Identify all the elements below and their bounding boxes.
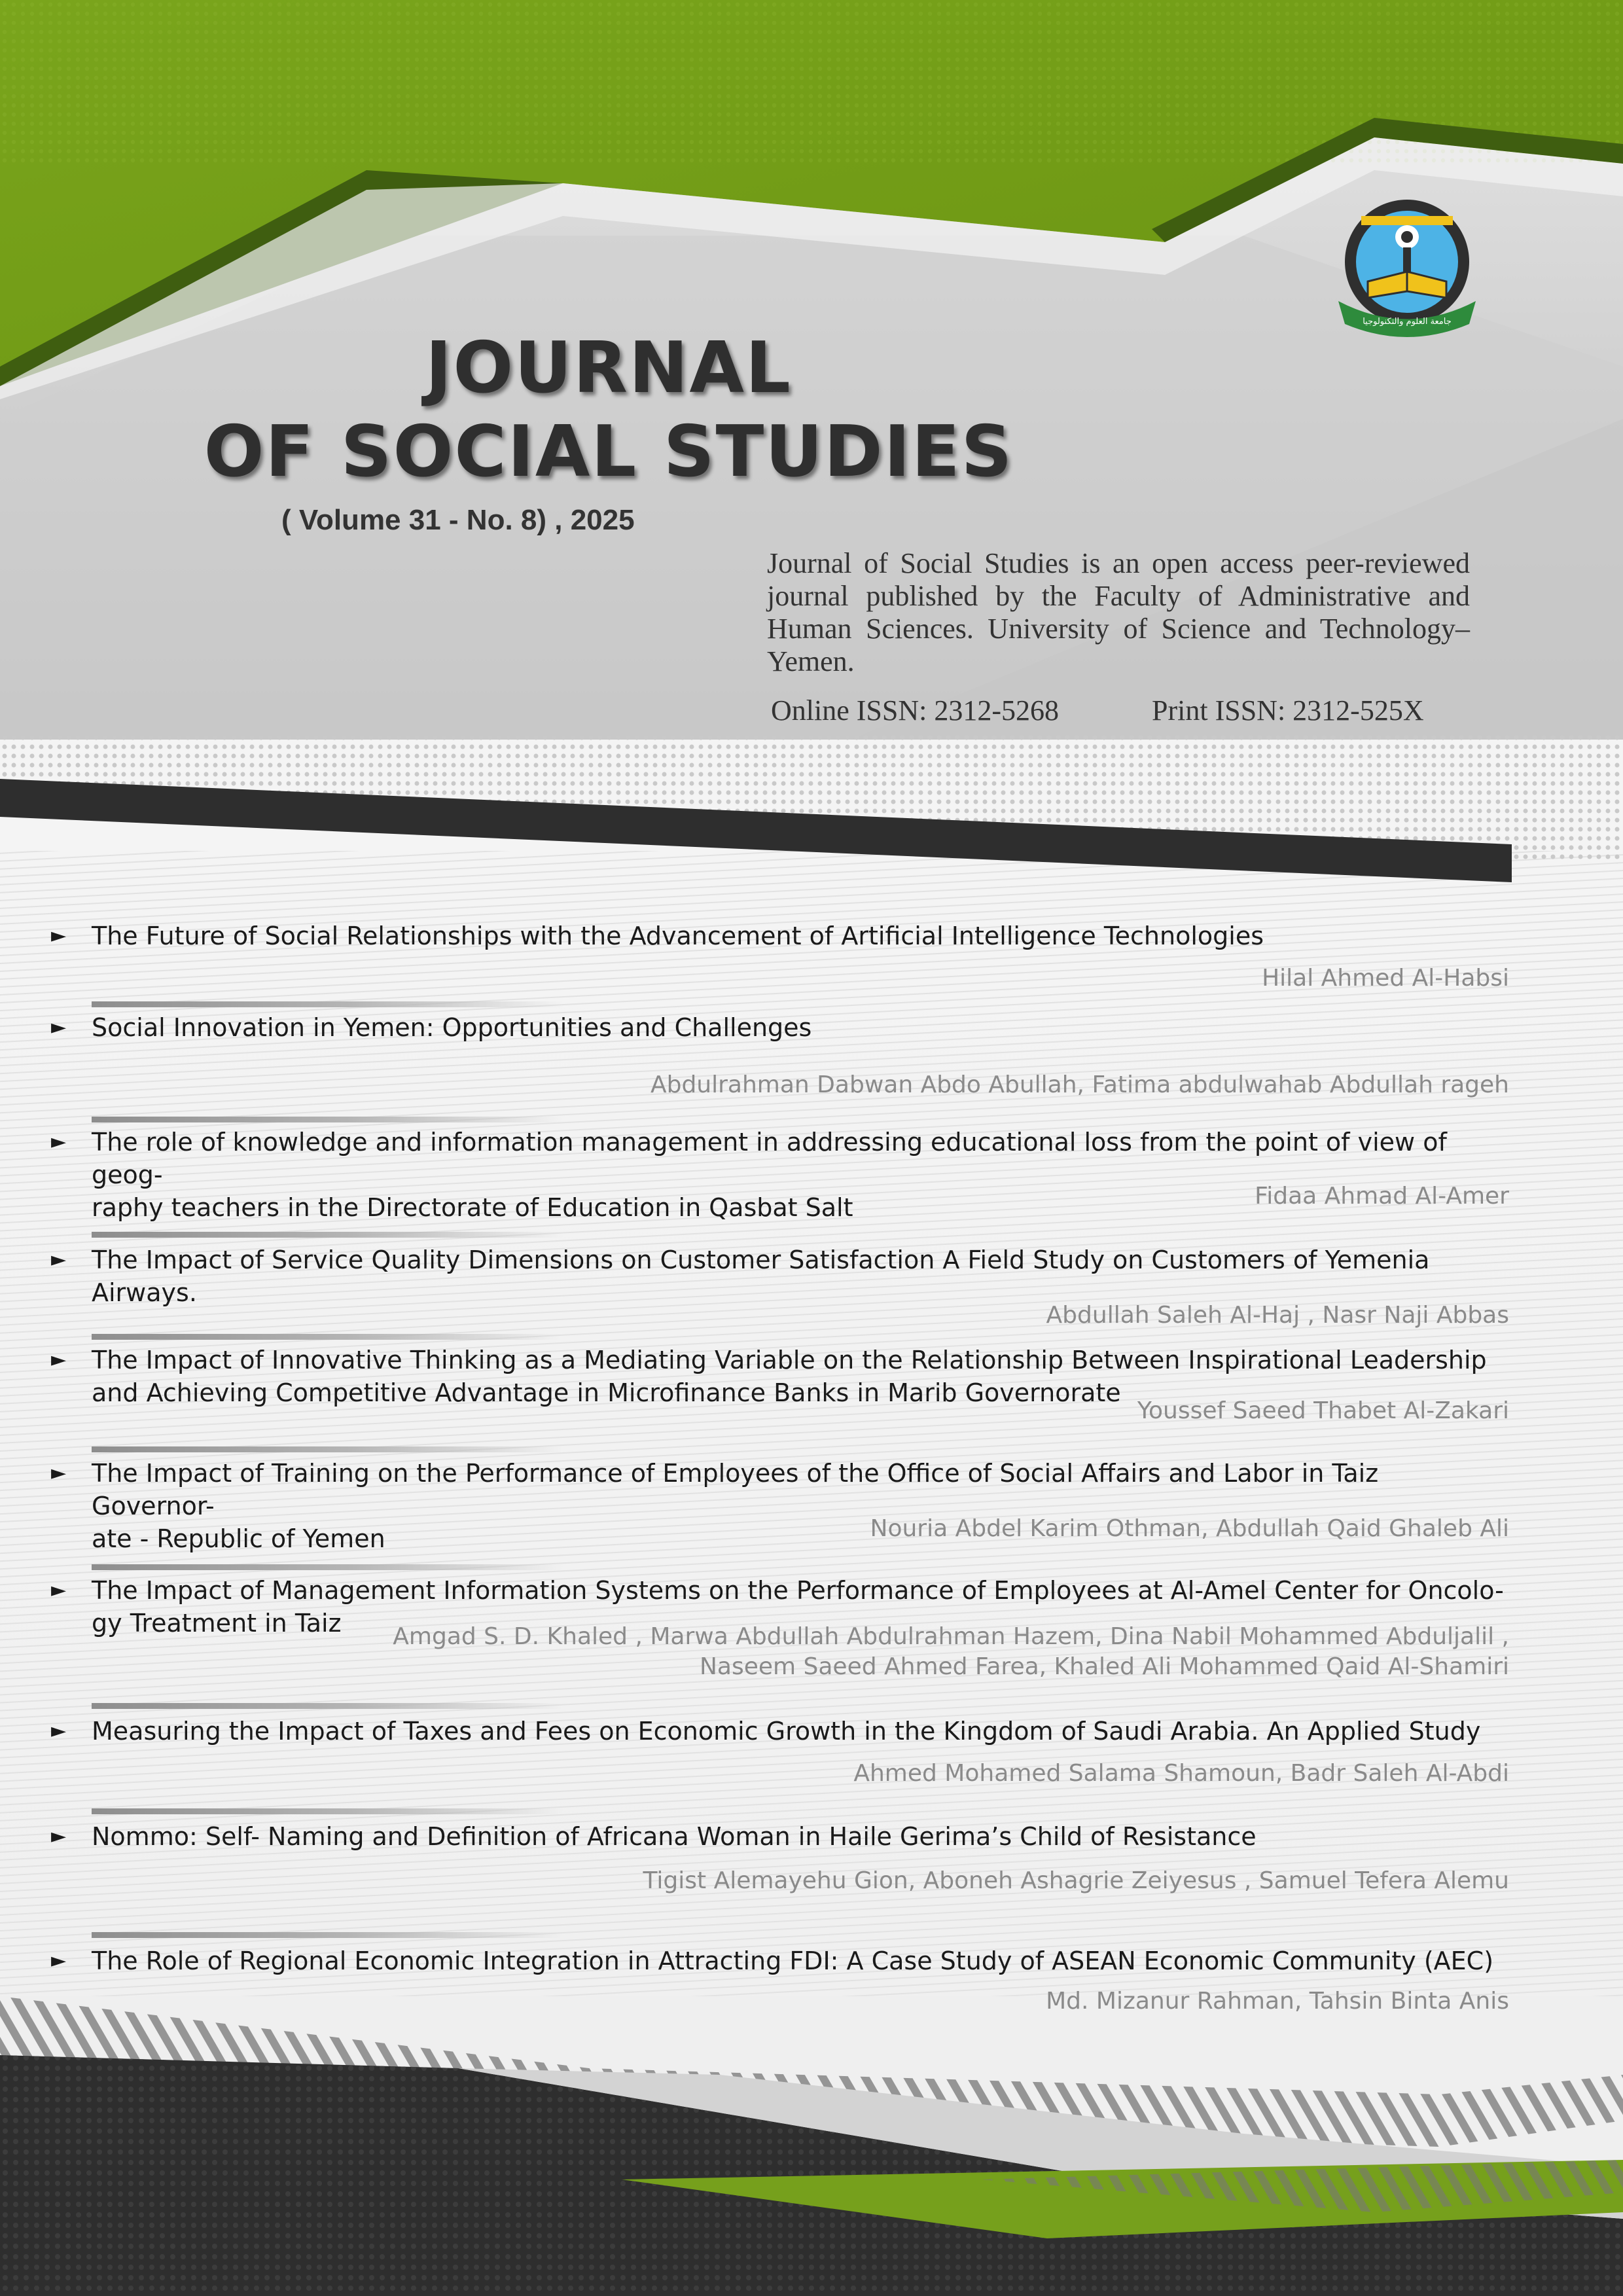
article-title-line: gy Treatment in Taiz: [92, 1609, 342, 1638]
journal-description: Journal of Social Studies is an open access peer-reviewed journal published by the Faculty of Administrative and Human Sciences. University of Science and Technology– Yemen.: [767, 547, 1470, 677]
article-authors-line: Amgad S. D. Khaled , Marwa Abdullah Abdulrahman Hazem, Dina Nabil Mohammed Abduljalil ,: [393, 1623, 1509, 1650]
divider: [92, 1001, 563, 1007]
bullet-icon: ►: [51, 1130, 67, 1153]
divider: [92, 1117, 563, 1122]
article-authors: Hilal Ahmed Al-Habsi: [1262, 965, 1509, 992]
article-title: The Role of Regional Economic Integration in Attracting FDI: A Case Study of ASEAN Economic Community (AEC): [92, 1946, 1494, 1975]
article-title-line: The Impact of Innovative Thinking as a Mediating Variable on the Relationship Between Inspirational Leadership: [92, 1346, 1487, 1374]
article-title: Nommo: Self- Naming and Definition of Africana Woman in Haile Gerima’s Child of Resistance: [92, 1822, 1257, 1851]
divider: [92, 1232, 563, 1238]
bullet-icon: ►: [51, 1348, 67, 1371]
volume-info: ( Volume 31 - No. 8) , 2025: [281, 504, 635, 536]
article-authors: Nouria Abdel Karim Othman, Abdullah Qaid Ghaleb Ali: [870, 1515, 1509, 1542]
bullet-icon: ►: [51, 1949, 67, 1972]
article-title-line: The role of knowledge and information management in addressing educational loss from the point of view of geog-: [92, 1128, 1447, 1189]
logo-text: جامعة العلوم والتكنولوجيا: [1363, 317, 1452, 327]
article-authors: Fidaa Ahmad Al-Amer: [1255, 1183, 1509, 1210]
article-title: Social Innovation in Yemen: Opportunities and Challenges: [92, 1013, 812, 1042]
article-title: The Impact of Service Quality Dimensions on Customer Satisfaction A Field Study on Customers of Yemenia Airways.: [92, 1246, 1430, 1307]
online-issn: Online ISSN: 2312-5268: [771, 694, 1059, 726]
article-title: The Future of Social Relationships with the Advancement of Artificial Intelligence Technologies: [92, 922, 1264, 950]
divider: [92, 1703, 563, 1709]
article-title-line: ate - Republic of Yemen: [92, 1524, 385, 1553]
article-authors: [393, 1622, 1509, 1682]
divider: [92, 1808, 563, 1814]
article-authors: Ahmed Mohamed Salama Shamoun, Badr Saleh Al-Abdi: [853, 1760, 1509, 1787]
article-authors: Tigist Alemayehu Gion, Aboneh Ashagrie Zeiyesus , Samuel Tefera Alemu: [643, 1867, 1509, 1894]
article-authors: Youssef Saeed Thabet Al-Zakari: [1137, 1397, 1509, 1424]
journal-title-line2: OF SOCIAL STUDIES: [204, 411, 1014, 493]
article-authors-line: Naseem Saeed Ahmed Farea, Khaled Ali Mohammed Qaid Al-Shamiri: [699, 1653, 1509, 1680]
article-authors: Abdulrahman Dabwan Abdo Abullah, Fatima abdulwahab Abdullah rageh: [650, 1071, 1509, 1098]
article-authors: Md. Mizanur Rahman, Tahsin Binta Anis: [1046, 1988, 1509, 2015]
bullet-icon: ►: [51, 1825, 67, 1848]
article-authors: Abdullah Saleh Al-Haj , Nasr Naji Abbas: [1046, 1302, 1509, 1329]
bullet-icon: ►: [51, 924, 67, 947]
article-title: Measuring the Impact of Taxes and Fees on Economic Growth in the Kingdom of Saudi Arabia. An Applied Study: [92, 1717, 1481, 1746]
article-title-line: raphy teachers in the Directorate of Education in Qasbat Salt: [92, 1193, 853, 1222]
bullet-icon: ►: [51, 1579, 67, 1602]
divider: [92, 1932, 563, 1938]
article-title-line: The Impact of Management Information Systems on the Performance of Employees at Al-Amel Center for Oncolo-: [92, 1576, 1504, 1605]
article-title-line: and Achieving Competitive Advantage in Microfinance Banks in Marib Governorate: [92, 1378, 1121, 1407]
divider: [92, 1334, 563, 1340]
divider: [92, 1564, 563, 1570]
bullet-icon: ►: [51, 1016, 67, 1039]
article-title-line: The Impact of Training on the Performance of Employees of the Office of Social Affairs and Labor in Taiz Governor-: [92, 1459, 1379, 1520]
bullet-icon: ►: [51, 1248, 67, 1271]
bullet-icon: ►: [51, 1462, 67, 1484]
university-logo: [1335, 196, 1479, 347]
print-issn: Print ISSN: 2312-525X: [1152, 694, 1424, 726]
bullet-icon: ►: [51, 1719, 67, 1742]
journal-title-line1: JOURNAL: [425, 327, 792, 409]
divider: [92, 1446, 563, 1452]
